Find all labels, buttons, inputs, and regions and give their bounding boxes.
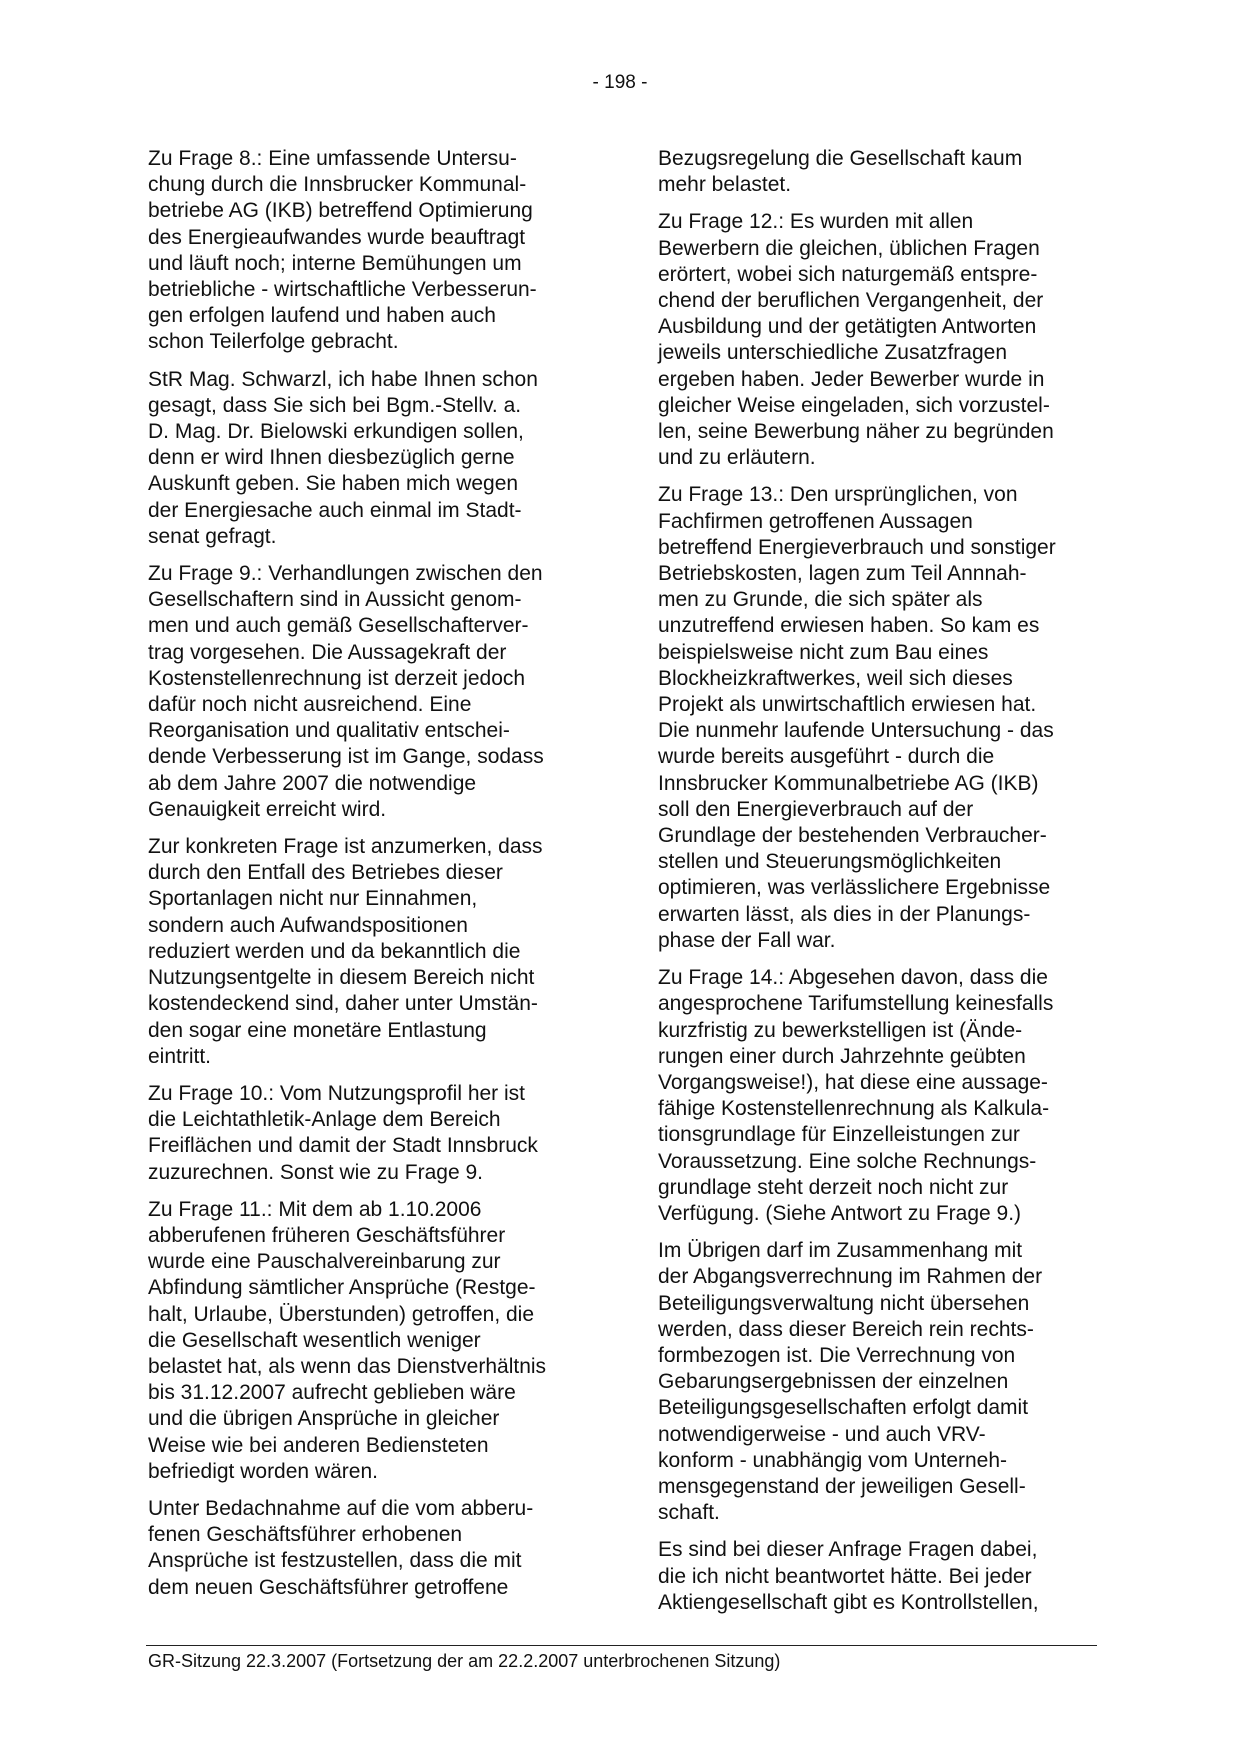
paragraph: Zu Frage 9.: Verhandlungen zwischen den Gesellschaftern sind in Aussicht genom- men und auch gemäß Gesellschafterver- trag vorgesehen. Die Aussagekraft der Kostenstellenrechnung ist derzeit jedoch dafür noch nicht ausreichend. Eine Reorganisation und qualitativ entschei- dende Verbesserung ist im Gange, sodass ab dem Jahre 2007 die notwendige Genauigkeit erreicht wird. [148, 562, 544, 821]
left-column [148, 146, 588, 1612]
footer-text: GR-Sitzung 22.3.2007 (Fortsetzung der am 22.2.2007 unterbrochenen Sitzung) [148, 1651, 781, 1671]
paragraph: Unter Bedachnahme auf die vom abberu- fenen Geschäftsführer erhobenen Ansprüche ist festzustellen, dass die mit dem neuen Geschäftsführer getroffene [148, 1496, 534, 1599]
right-column [658, 146, 1098, 1627]
paragraph: Im Übrigen darf im Zusammenhang mit der Abgangsverrechnung im Rahmen der Beteiligungsverwaltung nicht übersehen werden, dass dieser Bereich rein rechts- formbezogen ist. Die Verrechnung von Gebarungsergebnissen der einzelnen Beteiligungsgesellschaften erfolgt damit notwendigerweise - und auch VRV- konform - unabhängig vom Unterneh- mensgegenstand der jeweiligen Gesell- schaft. [658, 1239, 1043, 1525]
paragraph: Zu Frage 12.: Es wurden mit allen Bewerbern die gleichen, üblichen Fragen erörtert, wobei sich naturgemäß entspre- chend der beruflichen Vergangenheit, der Ausbildung und der getätigten Antworten jeweils unterschiedliche Zusatzfragen ergeben haben. Jeder Bewerber wurde in gleicher Weise eingeladen, sich vorzustel- len, seine Bewerbung näher zu begründen und zu erläutern. [658, 210, 1054, 470]
paragraph: StR Mag. Schwarzl, ich habe Ihnen schon gesagt, dass Sie sich bei Bgm.-Stellv. a. D. Mag. Dr. Bielowski erkundigen sollen, denn er wird Ihnen diesbezüglich gerne Auskunft geben. Sie haben mich wegen der Energiesache auch einmal im Stadt- senat gefragt. [148, 367, 538, 548]
paragraph: Zu Frage 14.: Abgesehen davon, dass die angesprochene Tarifumstellung keinesfalls kurzfristig zu bewerkstelligen ist (Ände- rungen einer durch Jahrzehnte geübten Vorgangsweise!), hat diese eine aussage- fähige Kostenstellenrechnung als Kalkula- tionsgrundlage für Einzelleistungen zur Voraussetzung. Eine solche Rechnungs- grundlage steht derzeit noch nicht zur Verfügung. (Siehe Antwort zu Frage 9.) [658, 966, 1054, 1225]
paragraph: Zu Frage 11.: Mit dem ab 1.10.2006 abberufenen früheren Geschäftsführer wurde eine Pauschalvereinbarung zur Abfindung sämtlicher Ansprüche (Restge- halt, Urlaube, Überstunden) getroffen, die die Gesellschaft wesentlich weniger belastet hat, als wenn das Dienstverhältnis bis 31.12.2007 aufrecht geblieben wäre und die übrigen Ansprüche in gleicher Weise wie bei anderen Bediensteten befriedigt worden wären. [148, 1197, 547, 1483]
paragraph: Zur konkreten Frage ist anzumerken, dass durch den Entfall des Betriebes dieser Sportanlagen nicht nur Einnahmen, sondern auch Aufwandspositionen reduziert werden und da bekanntlich die Nutzungsentgelte in diesem Bereich nicht kostendeckend sind, daher unter Umstän- den sogar eine monetäre Entlastung eintritt. [148, 835, 543, 1068]
paragraph: Zu Frage 10.: Vom Nutzungsprofil her ist die Leichtathletik-Anlage dem Bereich Freiflächen und damit der Stadt Innsbruck zuzurechnen. Sonst wie zu Frage 9. [148, 1081, 538, 1184]
paragraph: Bezugsregelung die Gesellschaft kaum mehr belastet. [658, 147, 1023, 197]
paragraph: Es sind bei dieser Anfrage Fragen dabei, die ich nicht beantwortet hätte. Bei jeder Aktiengesellschaft gibt es Kontrollstellen, [658, 1538, 1039, 1614]
paragraph: Zu Frage 8.: Eine umfassende Untersu- chung durch die Innsbrucker Kommunal- betriebe AG (IKB) betreffend Optimierung des Energieaufwandes wurde beauftragt und läuft noch; interne Bemühungen um betriebliche - wirtschaftliche Verbesserun- gen erfolgen laufend und haben auch schon Teilerfolge gebracht. [148, 147, 537, 354]
paragraph: Zu Frage 13.: Den ursprünglichen, von Fachfirmen getroffenen Aussagen betreffend Energieverbrauch und sonstiger Betriebskosten, lagen zum Teil Annnah- men zu Grunde, die sich später als unzutreffend erwiesen haben. So kam es beispielsweise nicht zum Bau eines Blockheizkraftwerkes, weil sich dieses Projekt als unwirtschaftlich erwiesen hat. Die nunmehr laufende Untersuchung - das wurde bereits ausgeführt - durch die Innsbrucker Kommunalbetriebe AG (IKB) soll den Energieverbrauch auf der Grundlage der bestehenden Verbraucher- stellen und Steuerungsmöglichkeiten optimieren, was verlässlichere Ergebnisse erwarten lässt, als dies in der Planungs- phase der Fall war. [658, 483, 1056, 952]
footer-divider [146, 1645, 1097, 1646]
page-number: - 198 - [592, 72, 648, 93]
